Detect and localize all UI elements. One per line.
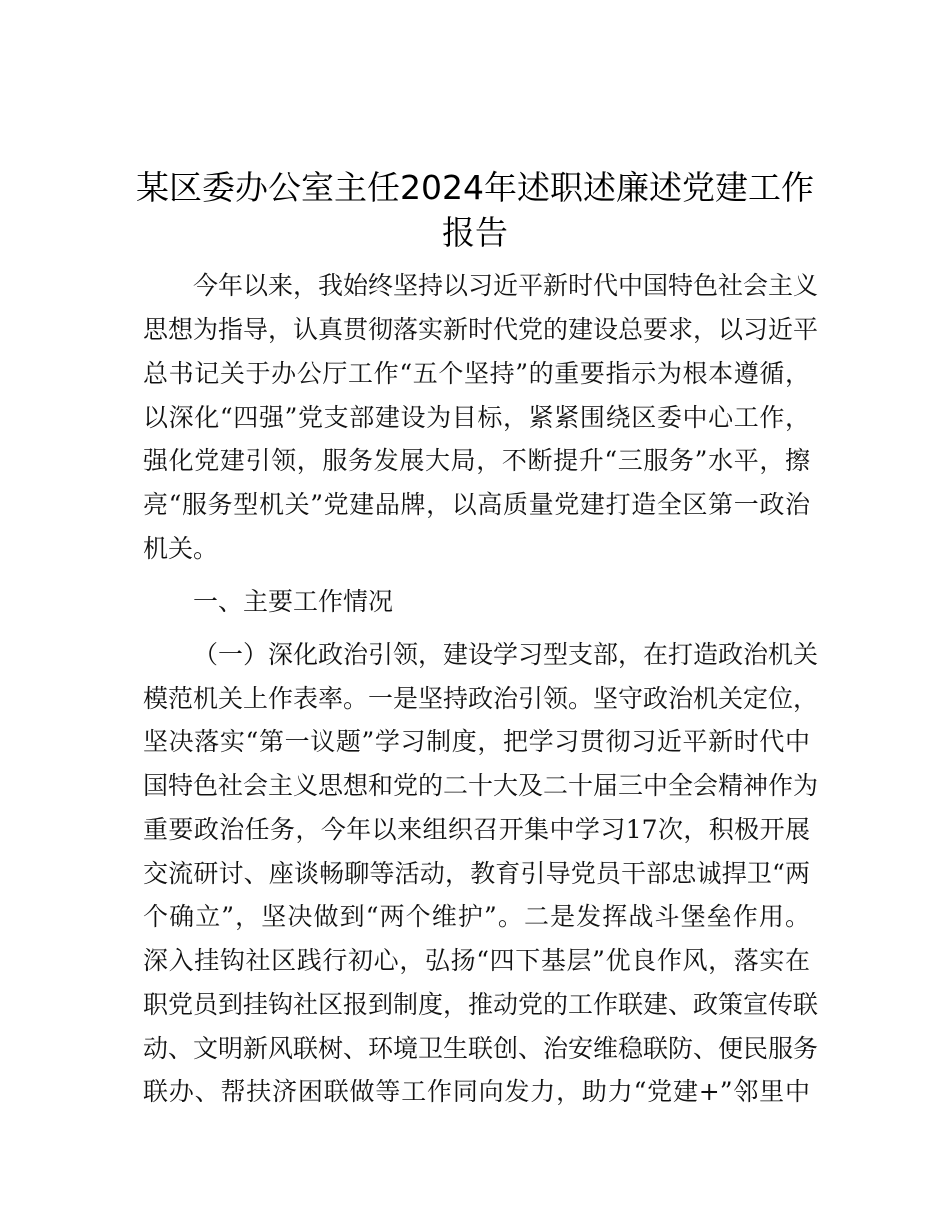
paragraph-line: 今年以来，我始终坚持以习近平新时代中国特色社会主义 <box>193 271 819 300</box>
paragraph-line: 动、文明新风联树、环境卫生联创、治安维稳联防、便民服务 <box>143 1034 819 1063</box>
paragraph-line: 个确立”，坚决做到“两个维护”。二是发挥战斗堡垒作用。 <box>143 902 810 931</box>
paragraph-line: 联办、帮扶济困联做等工作同向发力，助力“党建+”邻里中 <box>143 1077 810 1106</box>
paragraph-line: （一）深化政治引领，建设学习型支部，在打造政治机关 <box>193 640 819 669</box>
section-heading: 一、主要工作情况 <box>193 587 394 616</box>
paragraph-line: 职党员到挂钩社区报到制度，推动党的工作联建、政策宣传联 <box>143 990 819 1019</box>
paragraph-line: 思想为指导，认真贯彻落实新时代党的建设总要求，以习近平 <box>143 315 819 344</box>
paragraph-line: 重要政治任务，今年以来组织召开集中学习17次，积极开展 <box>143 815 810 844</box>
paragraph-line: 深入挂钩社区践行初心，弘扬“四下基层”优良作风，落实在 <box>143 946 810 975</box>
paragraph-line: 亮“服务型机关”党建品牌，以高质量党建打造全区第一政治 <box>143 490 810 519</box>
paragraph-line: 总书记关于办公厅工作“五个坚持”的重要指示为根本遵循， <box>143 359 810 388</box>
paragraph-line: 交流研讨、座谈畅聊等活动，教育引导党员干部忠诚捍卫“两 <box>143 859 810 888</box>
paragraph-line: 强化党建引领，服务发展大局，不断提升“三服务”水平，擦 <box>143 446 810 475</box>
paragraph-line: 模范机关上作表率。一是坚持政治引领。坚守政治机关定位， <box>143 684 819 713</box>
paragraph-line: 以深化“四强”党支部建设为目标，紧紧围绕区委中心工作， <box>143 403 810 432</box>
paragraph-line: 机关。 <box>143 534 219 563</box>
paragraph-line: 国特色社会主义思想和党的二十大及二十届三中全会精神作为 <box>143 771 819 800</box>
document-title: 某区委办公室主任2024年述职述廉述党建工作 <box>136 168 814 207</box>
paragraph-line: 坚决落实“第一议题”学习制度，把学习贯彻习近平新时代中 <box>143 727 810 756</box>
document-title-continued: 报告 <box>442 213 508 252</box>
